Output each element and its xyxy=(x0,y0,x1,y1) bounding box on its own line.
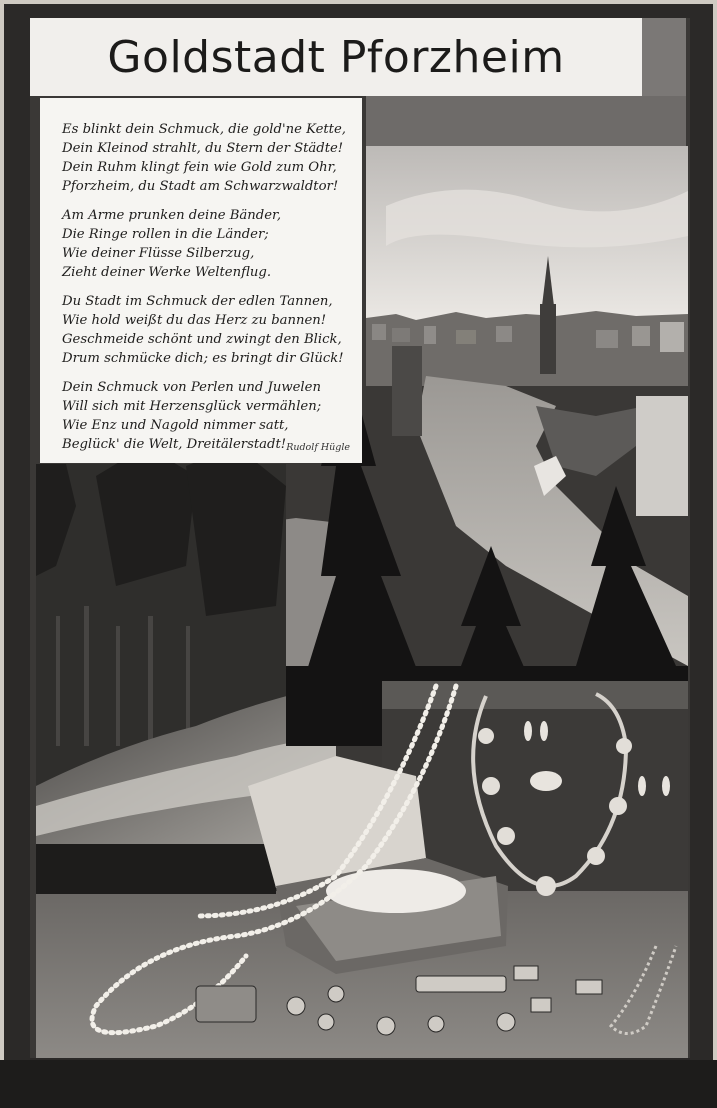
poem-line: Du Stadt im Schmuck der edlen Tannen, xyxy=(62,294,333,309)
poem-stanza xyxy=(62,292,350,368)
poem-line: Wie Enz und Nagold nimmer satt, xyxy=(62,418,289,433)
poem-line: Es blinkt dein Schmuck, die gold'ne Kette, xyxy=(62,122,346,137)
poem-line: Pforzheim, du Stadt am Schwarzwaldtor! xyxy=(62,179,339,194)
poem-line: Beglück' die Welt, Dreitälerstadt! xyxy=(62,437,287,452)
poem-author: Rudolf Hügle xyxy=(286,442,350,453)
poem-line: Dein Ruhm klingt fein wie Gold zum Ohr, xyxy=(62,160,337,175)
poem-line: Wie deiner Flüsse Silberzug, xyxy=(62,246,255,261)
poem-stanza xyxy=(62,206,350,282)
sky-band xyxy=(366,96,686,146)
poem-line: Will sich mit Herzensglück vermählen; xyxy=(62,399,322,414)
poem-line: Die Ringe rollen in die Länder; xyxy=(62,227,269,242)
poem-line: Dein Schmuck von Perlen und Juwelen xyxy=(62,380,321,395)
page-title: Goldstadt Pforzheim xyxy=(107,31,565,83)
postcard-bottom-border xyxy=(0,1060,717,1108)
poem-panel xyxy=(40,98,362,463)
poem-stanza xyxy=(62,120,350,196)
title-banner xyxy=(30,18,642,96)
poem-line: Geschmeide schönt und zwingt den Blick, xyxy=(62,332,342,347)
poem-line: Drum schmücke dich; es bringt dir Glück! xyxy=(62,351,344,366)
poem-line: Zieht deiner Werke Weltenflug. xyxy=(62,265,272,280)
poem-line: Wie hold weißt du das Herz zu bannen! xyxy=(62,313,327,328)
title-shade xyxy=(642,18,686,96)
poem-line: Am Arme prunken deine Bänder, xyxy=(62,208,282,223)
poem-line: Dein Kleinod strahlt, du Stern der Städte! xyxy=(62,141,344,156)
